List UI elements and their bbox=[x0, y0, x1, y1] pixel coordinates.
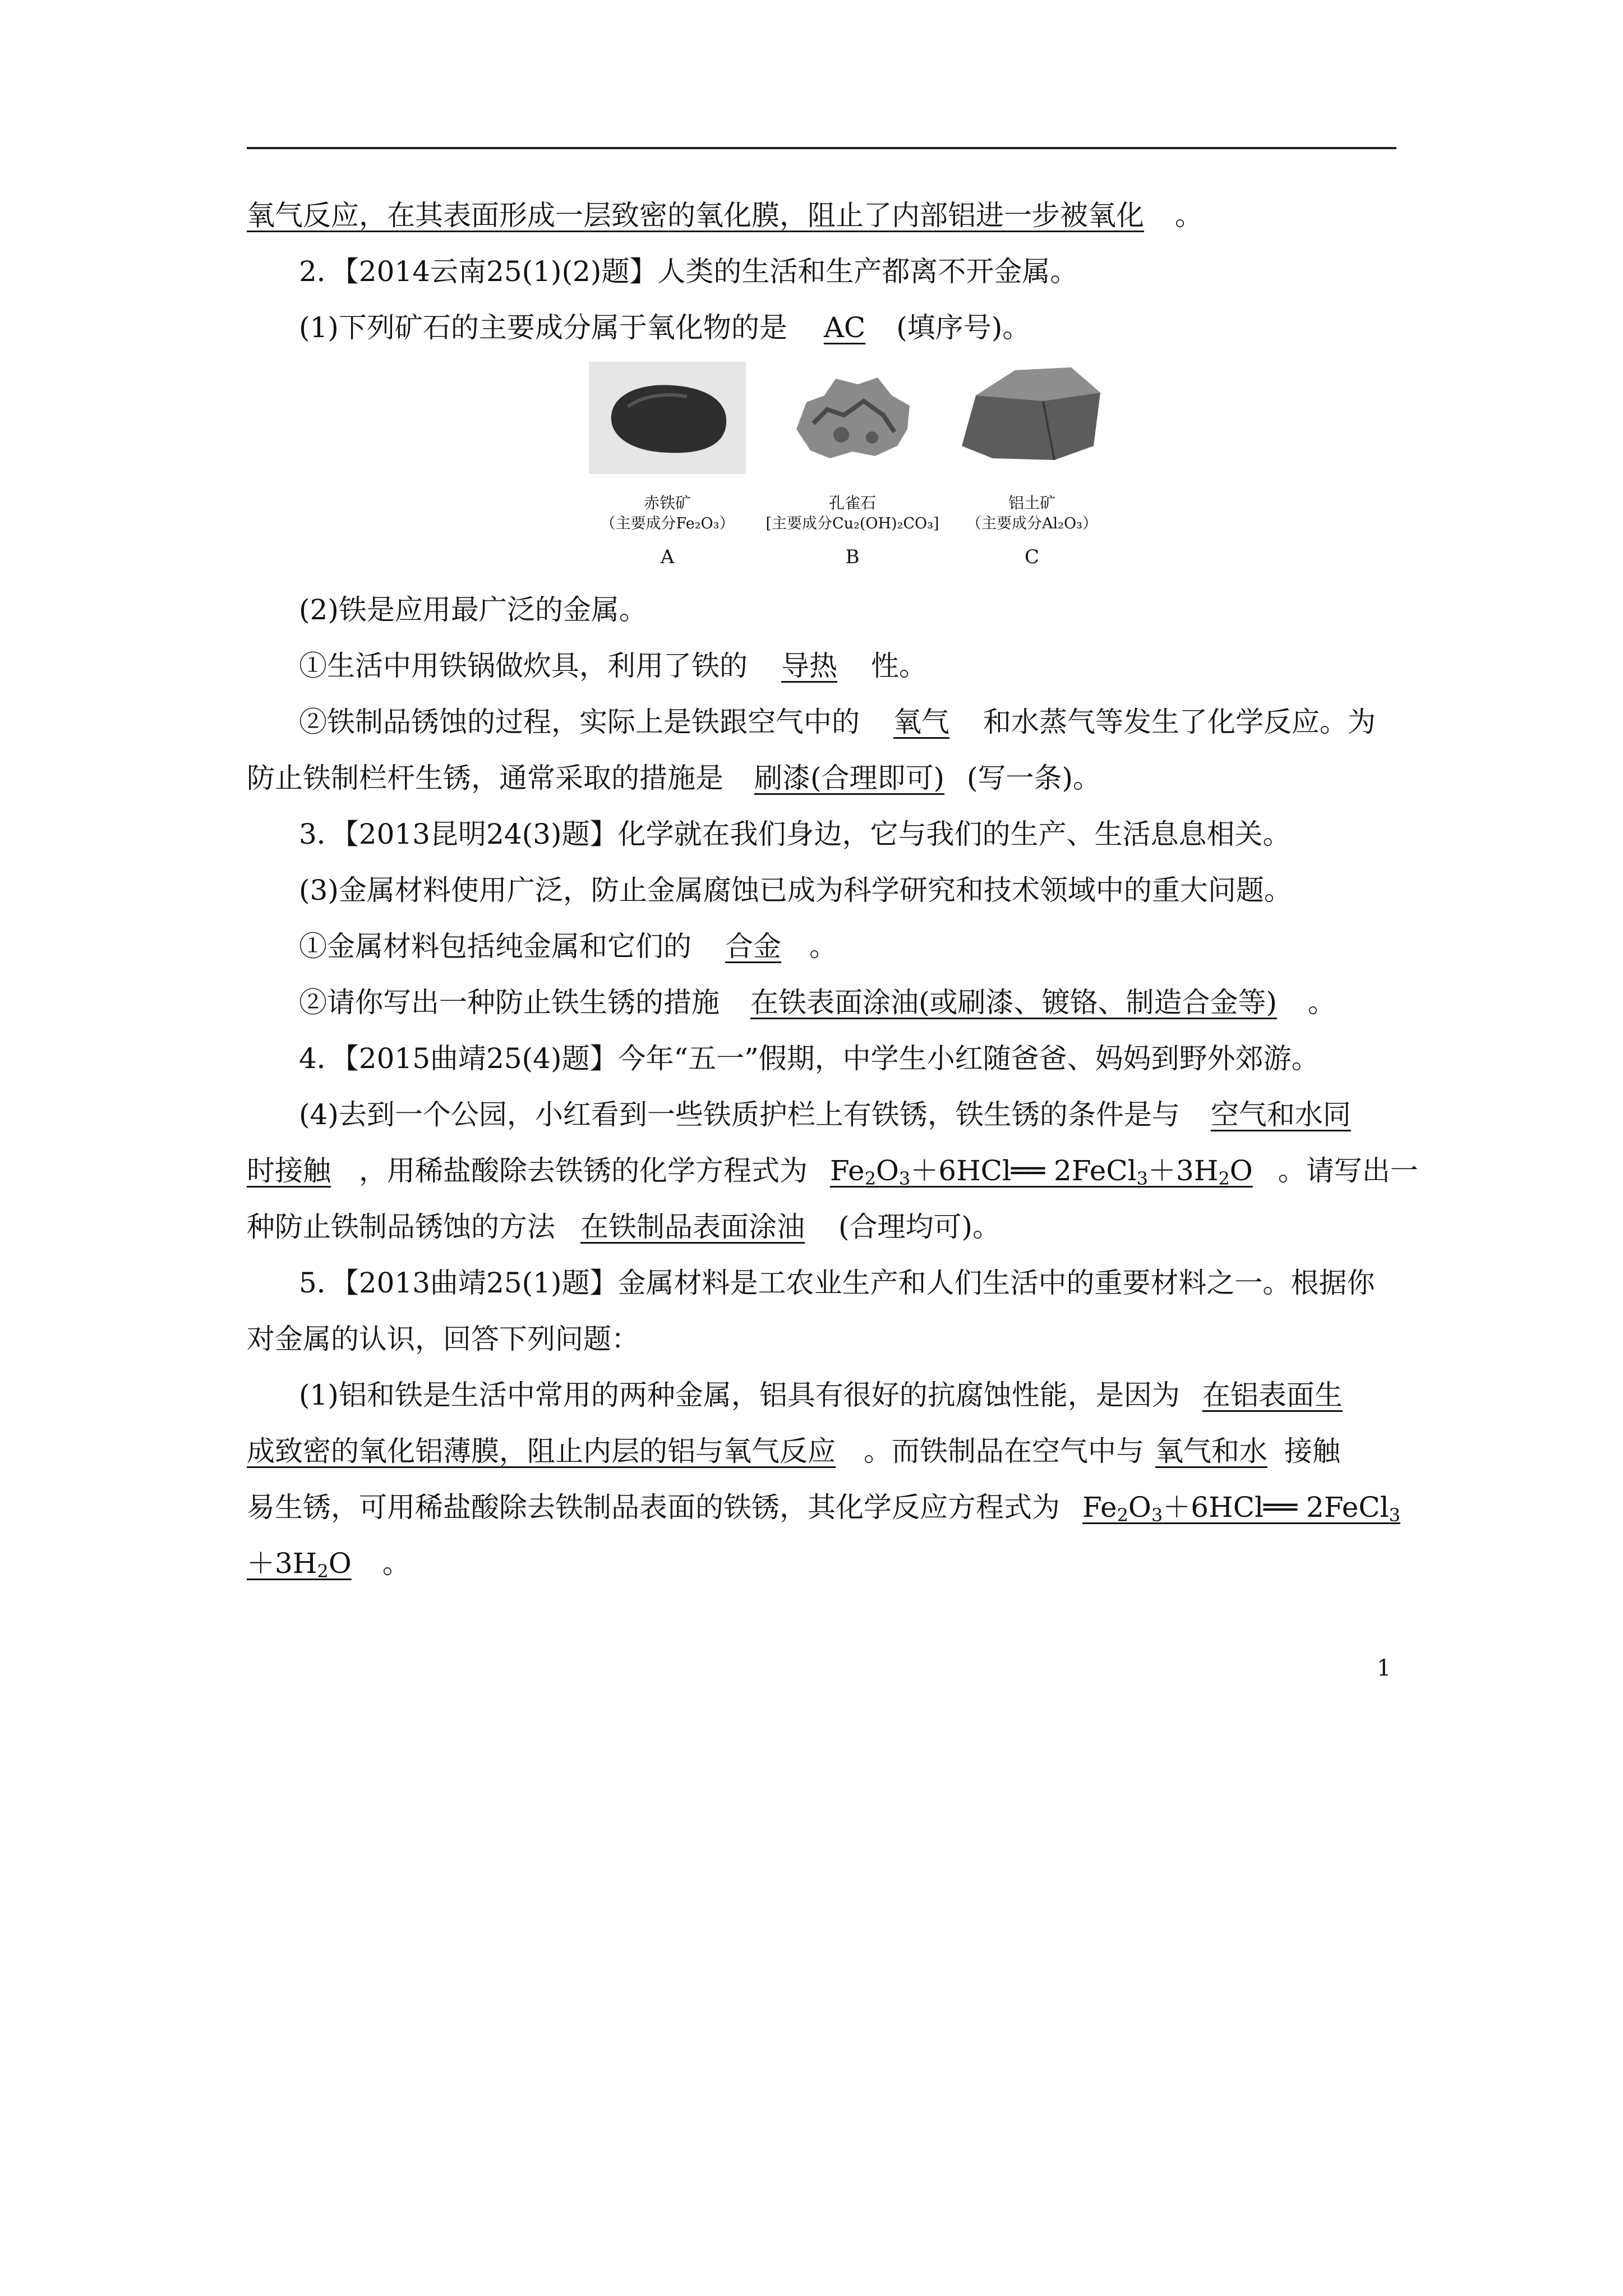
question-heading: 3．【2013昆明24(3)题】化学就在我们身边，它与我们的生产、生活息息相关。 bbox=[299, 818, 1291, 850]
hematite-image bbox=[589, 362, 746, 474]
answer-blank: 在铁表面涂油(或刷漆、镀铬、制造合金等) bbox=[750, 986, 1278, 1019]
answer-blank: 在铁制品表面涂油 bbox=[580, 1211, 805, 1243]
text-line: (3)金属材料使用广泛，防止金属腐蚀已成为科学研究和技术领域中的重大问题。 bbox=[299, 874, 1292, 907]
text-line bbox=[299, 310, 1396, 346]
text-line bbox=[247, 1153, 1418, 1189]
text-span: 性。 bbox=[871, 650, 927, 682]
text-span: (合理均可)。 bbox=[838, 1211, 1001, 1243]
ore-formula: （主要成分Fe₂O₃） bbox=[600, 515, 735, 532]
text-line: (2)铁是应用最广泛的金属。 bbox=[299, 593, 647, 626]
answer-blank: 成致密的氧化铝薄膜，阻止内层的铝与氧气反应 bbox=[247, 1435, 836, 1467]
question-heading: 4．【2015曲靖25(4)题】今年“五一”假期，中学生小红随爸爸、妈妈到野外郊游。 bbox=[299, 1042, 1320, 1075]
header-rule bbox=[247, 147, 1396, 149]
text-line bbox=[299, 704, 1396, 740]
ore-letter: B bbox=[845, 546, 860, 568]
text-line bbox=[299, 1097, 1396, 1133]
answer-blank: 时接触 bbox=[247, 1154, 331, 1187]
text-span: 种防止铁制品锈蚀的方法 bbox=[247, 1211, 555, 1243]
ore-letter: C bbox=[1024, 546, 1039, 568]
text-line bbox=[299, 648, 1396, 684]
bauxite-image bbox=[953, 362, 1110, 474]
text-span: ，用稀盐酸除去铁锈的化学方程式为 bbox=[359, 1154, 808, 1187]
answer-blank: 在铝表面生 bbox=[1202, 1379, 1343, 1411]
ore-name: 铝土矿 bbox=[1008, 494, 1055, 512]
text-span: (1)铝和铁是生活中常用的两种金属，铝具有很好的抗腐蚀性能，是因为 bbox=[299, 1379, 1180, 1411]
answer-blank: 氧气 bbox=[893, 706, 949, 738]
text-span: (1)下列矿石的主要成分属于氧化物的是 bbox=[299, 311, 787, 344]
text-line bbox=[247, 1433, 1396, 1469]
text-span: 接触 bbox=[1284, 1435, 1340, 1467]
text-line bbox=[299, 928, 1396, 964]
ore-formula: [主要成分Cu₂(OH)₂CO₃] bbox=[766, 515, 939, 532]
text-line bbox=[247, 1545, 1396, 1581]
text-span: ①生活中用铁锅做炊具，利用了铁的 bbox=[299, 650, 748, 682]
ore-figure bbox=[583, 362, 1122, 575]
text-span: 和水蒸气等发生了化学反应。为 bbox=[983, 706, 1376, 738]
equation-blank: $Fe_2O_3+6HCl══$ 2FeCl$_3$ bbox=[1082, 1491, 1401, 1526]
text-span: 。请写出一 bbox=[1278, 1154, 1418, 1187]
text-span: 。 bbox=[1308, 986, 1336, 1019]
text-span: 。 bbox=[1175, 199, 1203, 232]
text-line bbox=[299, 1377, 1396, 1413]
answer-blank: 氧气反应，在其表面形成一层致密的氧化膜，阻止了内部铝进一步被氧化 bbox=[247, 199, 1144, 232]
question-heading: 5．【2013曲靖25(1)题】金属材料是工农业生产和人们生活中的重要材料之一。根据你 bbox=[299, 1267, 1375, 1299]
text-line bbox=[247, 1209, 1396, 1245]
text-line bbox=[299, 984, 1396, 1020]
ore-name: 孔雀石 bbox=[828, 494, 876, 512]
text-span: (4)去到一个公园，小红看到一些铁质护栏上有铁锈，铁生锈的条件是与 bbox=[299, 1098, 1180, 1131]
text-line bbox=[247, 197, 1396, 233]
text-span: (填序号)。 bbox=[896, 311, 1031, 344]
ore-name: 赤铁矿 bbox=[643, 494, 691, 512]
text-span: ②请你写出一种防止铁生锈的措施 bbox=[299, 986, 720, 1019]
answer-blank: 空气和水同 bbox=[1210, 1098, 1351, 1131]
text-span: 。 bbox=[809, 930, 837, 963]
answer-blank: 氧气和水 bbox=[1155, 1435, 1267, 1467]
text-span: 。 bbox=[382, 1547, 411, 1580]
answer-blank: 导热 bbox=[781, 650, 837, 682]
text-line bbox=[247, 1489, 1401, 1526]
text-line: 对金属的认识，回答下列问题： bbox=[247, 1323, 639, 1355]
answer-blank: 合金 bbox=[725, 930, 781, 963]
answer-blank: AC bbox=[823, 311, 866, 344]
text-span: (写一条)。 bbox=[967, 762, 1101, 794]
malachite-image bbox=[774, 362, 931, 474]
answer-blank: 刷漆(合理即可) bbox=[754, 762, 945, 794]
equation-blank: $+3H_2O$ bbox=[247, 1547, 352, 1582]
text-span: ②铁制品锈蚀的过程，实际上是铁跟空气中的 bbox=[299, 706, 860, 738]
ore-letter: A bbox=[660, 546, 675, 568]
text-span: 易生锈，可用稀盐酸除去铁制品表面的铁锈，其化学反应方程式为 bbox=[247, 1491, 1060, 1524]
text-span: ①金属材料包括纯金属和它们的 bbox=[299, 930, 691, 963]
ore-formula: （主要成分Al₂O₃） bbox=[966, 515, 1098, 532]
equation-blank: $Fe_2O_3+6HCl══$ $2FeCl_3+3H_2O$ bbox=[830, 1154, 1253, 1189]
text-span: 。而铁制品在空气中与 bbox=[864, 1435, 1144, 1467]
text-line bbox=[247, 760, 1396, 796]
text-span: 防止铁制栏杆生锈，通常采取的措施是 bbox=[247, 762, 723, 794]
page-number: 1 bbox=[1377, 1655, 1391, 1681]
question-heading: 2．【2014云南25(1)(2)题】人类的生活和生产都离不开金属。 bbox=[299, 255, 1078, 288]
